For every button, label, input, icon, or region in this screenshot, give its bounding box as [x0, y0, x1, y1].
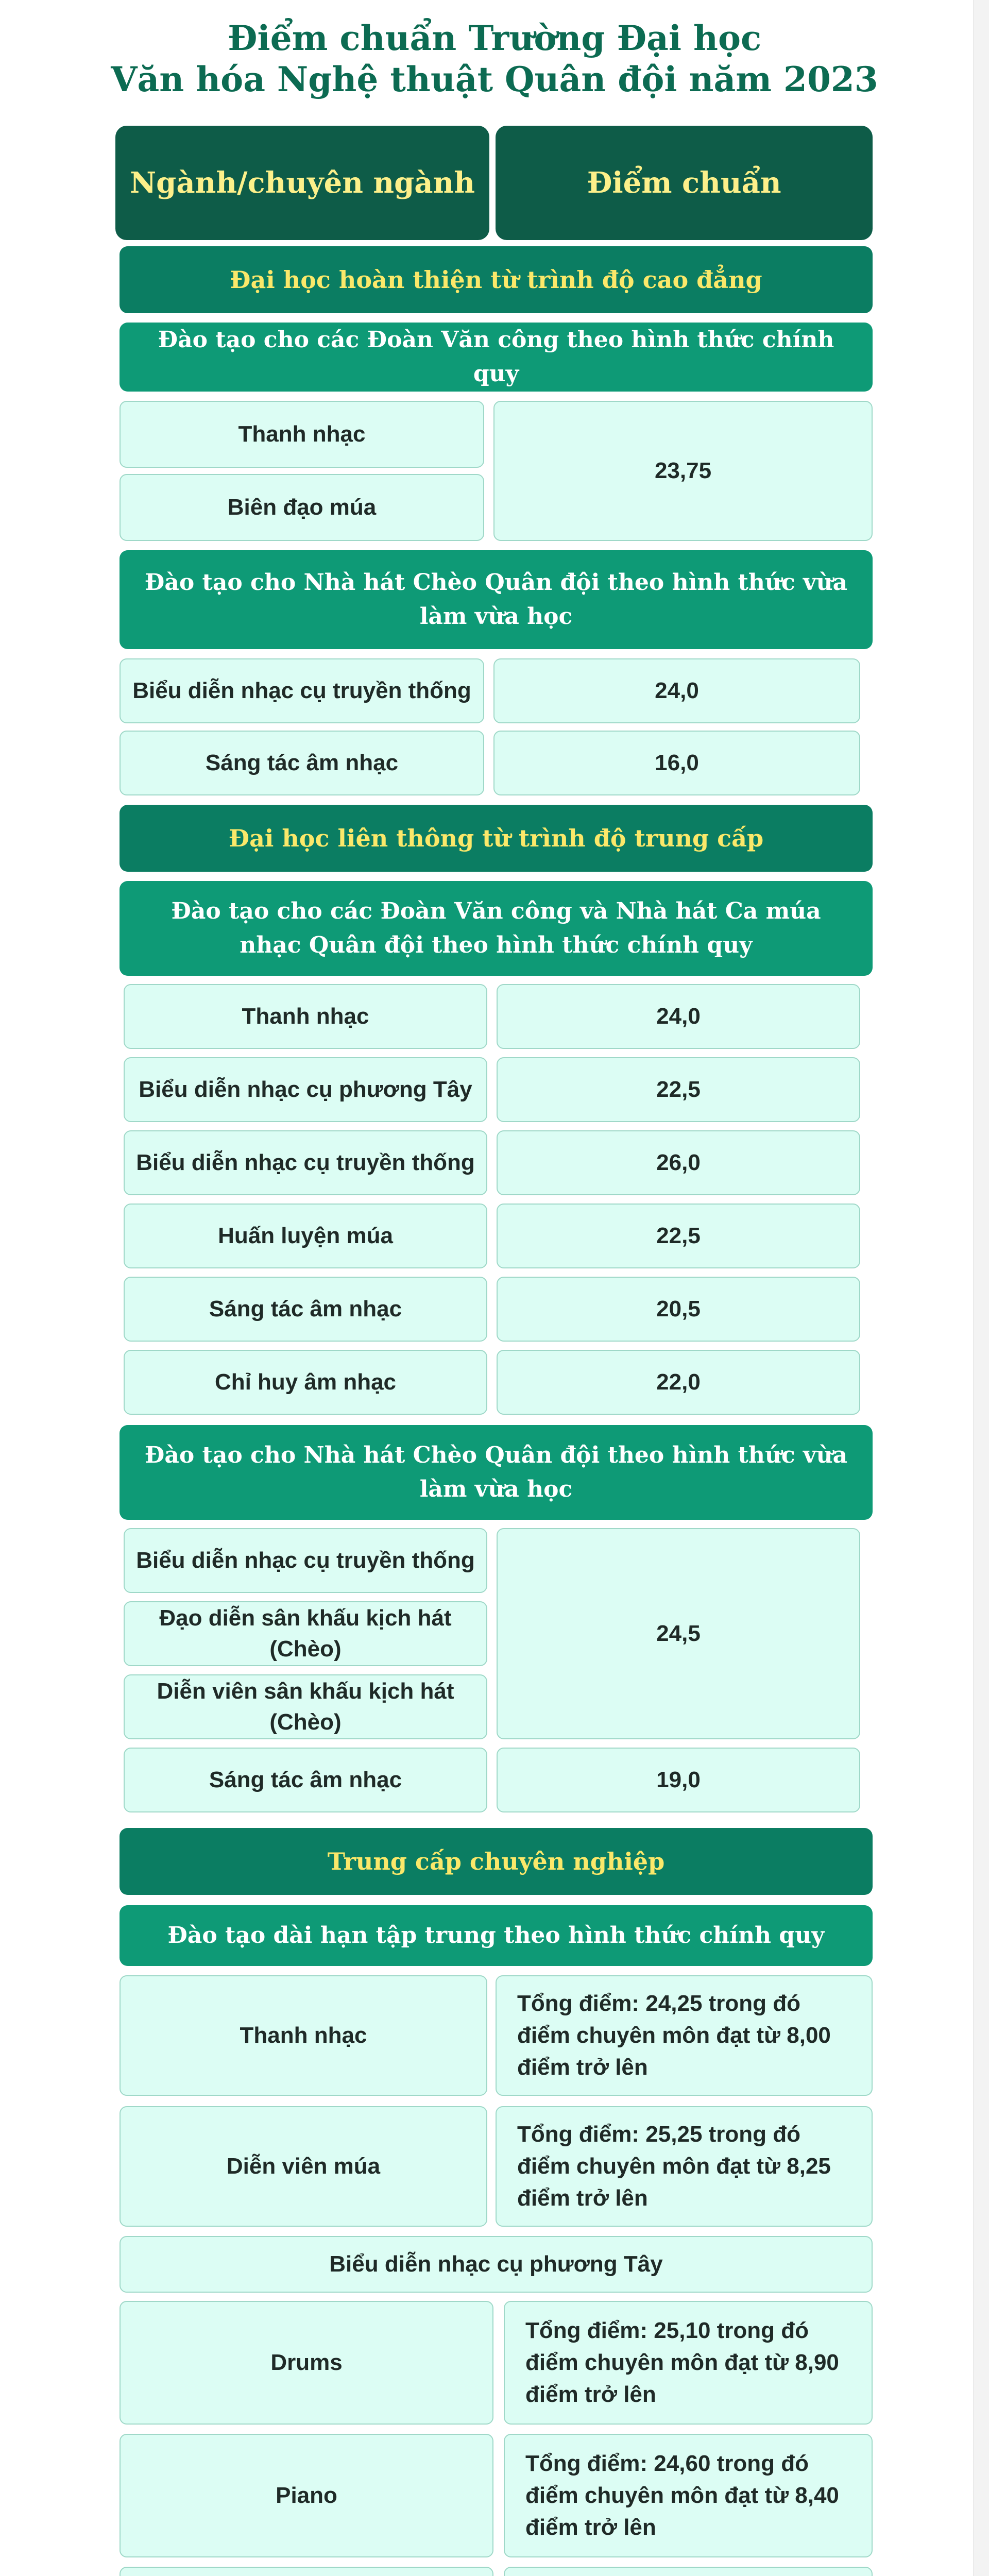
subsection-heading: Đào tạo cho các Đoàn Văn công theo hình thức chính quy [120, 323, 873, 392]
table-cell-score [504, 2567, 873, 2576]
score-line: điểm chuyên môn đạt từ 8,90 [525, 2350, 839, 2375]
table-cell-score: 26,0 [497, 1130, 860, 1195]
page-title-line-1: Điểm chuẩn Trường Đại học [227, 18, 762, 58]
subsection-label: Biểu diễn nhạc cụ phương Tây [120, 2236, 873, 2293]
subsection-heading: Đào tạo cho Nhà hát Chèo Quân đội theo hình thức vừa làm vừa học [120, 550, 873, 649]
table-cell-major: Diễn viên múa [120, 2106, 487, 2227]
table-cell-score: 24,0 [497, 984, 860, 1049]
table-cell-major: Thanh nhạc [124, 984, 487, 1049]
table-cell-score [504, 2301, 873, 2425]
table-cell-major: Thanh nhạc [120, 1975, 487, 2096]
table-cell-score: 20,5 [497, 1277, 860, 1342]
score-line: điểm trở lên [517, 2185, 648, 2211]
table-cell-major: Biên đạo múa [120, 474, 484, 541]
table-cell-score: 19,0 [497, 1748, 860, 1812]
table-cell-major [120, 2567, 493, 2576]
subsection-heading: Đào tạo cho các Đoàn Văn công và Nhà hát Ca múa nhạc Quân đội theo hình thức chính quy [120, 881, 873, 976]
table-cell-major: Huấn luyện múa [124, 1204, 487, 1268]
score-line: điểm trở lên [517, 2055, 648, 2080]
section-heading: Đại học liên thông từ trình độ trung cấp [120, 805, 873, 872]
table-cell-major: Sáng tác âm nhạc [120, 731, 484, 795]
table-cell-major: Biểu diễn nhạc cụ phương Tây [124, 1057, 487, 1122]
section-heading: Trung cấp chuyên nghiệp [120, 1828, 873, 1895]
table-cell-major: Biểu diễn nhạc cụ truyền thống [124, 1130, 487, 1195]
table-cell-score: 22,0 [497, 1350, 860, 1415]
score-line: điểm trở lên [525, 2382, 656, 2407]
score-line: điểm chuyên môn đạt từ 8,40 [525, 2483, 839, 2508]
table-cell-score: 23,75 [493, 401, 873, 541]
table-cell-major: Đạo diễn sân khấu kịch hát (Chèo) [124, 1601, 487, 1666]
table-cell-major: Sáng tác âm nhạc [124, 1277, 487, 1342]
table-cell-score: 24,5 [497, 1528, 860, 1739]
scrollbar-track[interactable] [973, 0, 989, 2576]
table-cell-major: Drums [120, 2301, 493, 2425]
score-line: Tổng điểm: 25,25 trong đó [517, 2122, 801, 2147]
score-line: Tổng điểm: 24,25 trong đó [517, 1991, 801, 2016]
table-cell-major: Chỉ huy âm nhạc [124, 1350, 487, 1415]
score-line: Tổng điểm: 24,60 trong đó [525, 2451, 809, 2476]
section-heading: Đại học hoàn thiện từ trình độ cao đẳng [120, 246, 873, 313]
table-cell-score: 22,5 [497, 1204, 860, 1268]
table-cell-score [496, 2106, 873, 2227]
table-cell-major: Biểu diễn nhạc cụ truyền thống [120, 658, 484, 723]
header-column-score: Điểm chuẩn [496, 126, 873, 240]
table-cell-major: Thanh nhạc [120, 401, 484, 468]
score-line: điểm chuyên môn đạt từ 8,25 [517, 2154, 831, 2179]
subsection-heading: Đào tạo cho Nhà hát Chèo Quân đội theo hình thức vừa làm vừa học [120, 1425, 873, 1520]
subsection-heading: Đào tạo dài hạn tập trung theo hình thức chính quy [120, 1905, 873, 1966]
table-cell-score [504, 2434, 873, 2557]
table-cell-major: Biểu diễn nhạc cụ truyền thống [124, 1528, 487, 1593]
score-line: điểm chuyên môn đạt từ 8,00 [517, 2023, 831, 2048]
table-cell-score [496, 1975, 873, 2096]
table-cell-major: Sáng tác âm nhạc [124, 1748, 487, 1812]
table-cell-score: 24,0 [493, 658, 860, 723]
header-column-major: Ngành/chuyên ngành [115, 126, 489, 240]
page-title-line-2: Văn hóa Nghệ thuật Quân đội năm 2023 [111, 59, 878, 99]
score-line: Tổng điểm: 25,10 trong đó [525, 2318, 809, 2343]
table-cell-major: Diễn viên sân khấu kịch hát (Chèo) [124, 1674, 487, 1739]
table-cell-score: 22,5 [497, 1057, 860, 1122]
table-cell-major: Piano [120, 2434, 493, 2557]
table-cell-score: 16,0 [493, 731, 860, 795]
score-line: điểm trở lên [525, 2515, 656, 2540]
